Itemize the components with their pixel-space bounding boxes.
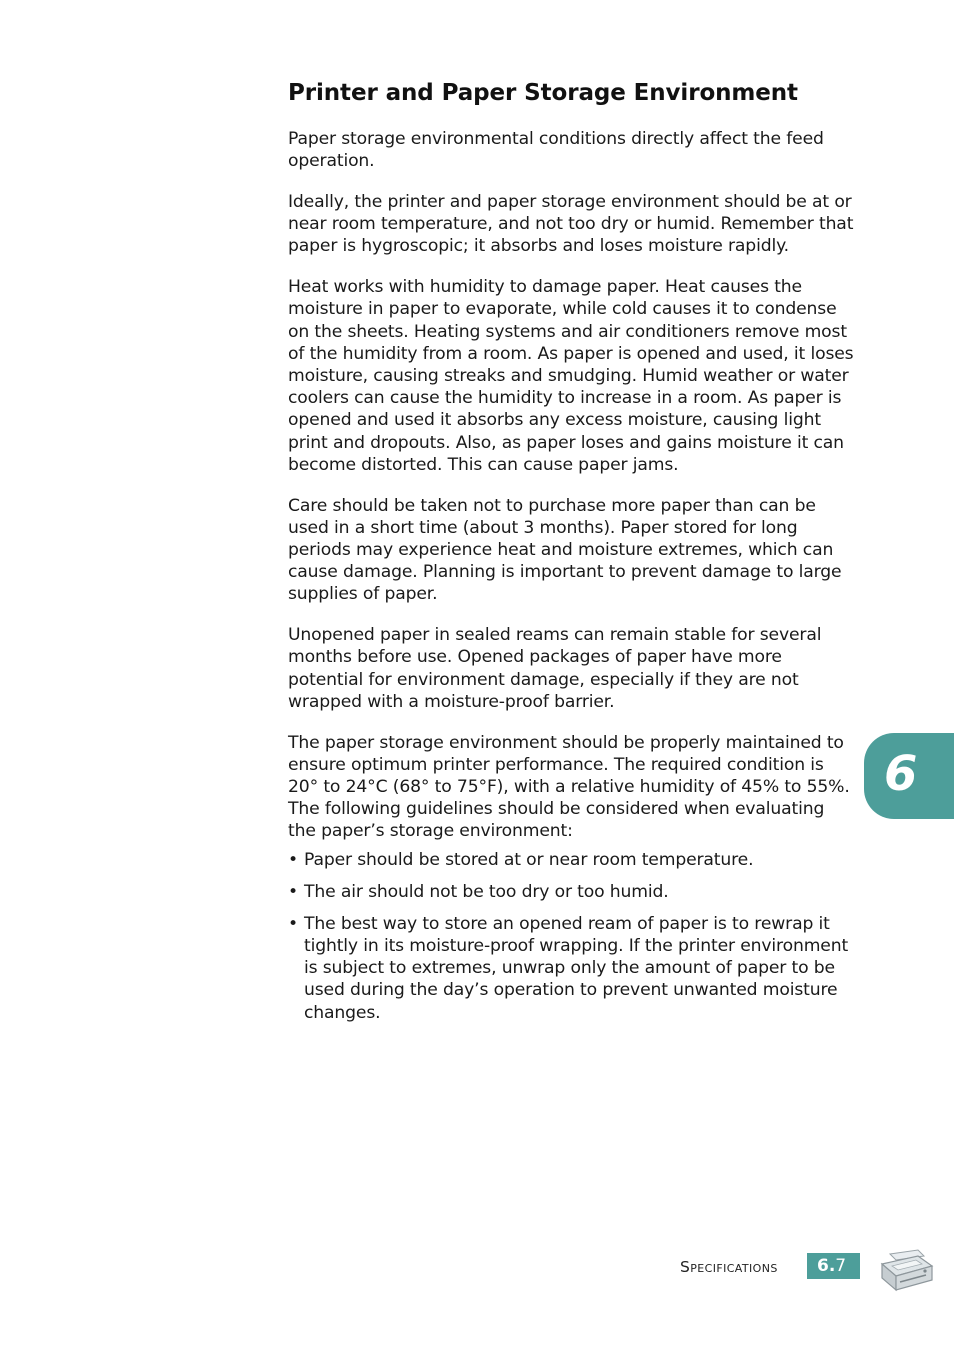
paragraph-room-temperature: Ideally, the printer and paper storage environment should be at or near room temperature, and not too dry or humid. Remember that paper is hygroscopic; it absorbs and loses moisture rapidly. xyxy=(288,192,854,257)
chapter-tab xyxy=(864,733,954,819)
list-item xyxy=(288,849,854,871)
section-heading: Printer and Paper Storage Environment xyxy=(288,80,798,106)
page-content xyxy=(288,78,854,1033)
bullet-icon: • xyxy=(288,913,298,934)
paragraph-purchase-advice: Care should be taken not to purchase more paper than can be used in a short time (about 3 months). Paper stored for long periods may experience heat and moisture extremes, which can cause damage. Planning is important to prevent damage to large supplies of paper. xyxy=(288,495,842,605)
list-item-text: The best way to store an opened ream of paper is to rewrap it tightly in its moisture-proof wrapping. If the printer environment is subject to extremes, unwrap only the amount of paper to be used during the day’s operation to prevent unwanted moisture changes. xyxy=(304,913,849,1023)
guidelines-list xyxy=(288,849,854,1024)
paragraph-heat-humidity: Heat works with humidity to damage paper. Heat causes the moisture in paper to evaporate, while cold causes it to condense on the sheets. Heating systems and air conditioners remove most of the humidity from a room. As paper is opened and used, it loses moisture, causing streaks and smudging. Humid weather or water coolers can cause the humidity to increase in a room. As paper is opened and used it absorbs any excess moisture, causing light print and dropouts. Also, as paper loses and gains moisture it can become distorted. This can cause paper jams. xyxy=(288,277,854,475)
bullet-icon: • xyxy=(288,882,298,903)
list-item xyxy=(288,881,854,903)
list-item-text: The air should not be too dry or too humid. xyxy=(304,882,669,903)
page-chapter: 6. xyxy=(817,1256,836,1276)
chapter-number: 6 xyxy=(884,746,918,802)
paragraph-unopened-paper: Unopened paper in sealed reams can remain stable for several months before use. Opened packages of paper have more potential for environment damage, especially if they are not wrapped with a moisture-proof barrier. xyxy=(288,625,822,712)
paragraph-required-condition: The paper storage environment should be properly maintained to ensure optimum printer performance. The required condition is 20° to 24°C (68° to 75°F), with a relative humidity of 45% to 55%. The following guidelines should be considered when evaluating the paper’s storage environment: xyxy=(288,732,850,842)
list-item xyxy=(288,913,854,1024)
footer-section-label: Specifications xyxy=(680,1258,778,1276)
bullet-icon: • xyxy=(288,850,298,871)
paragraph-feed-operation: Paper storage environmental conditions directly affect the feed operation. xyxy=(288,129,824,172)
page-number: 7 xyxy=(835,1256,847,1276)
page-number-badge xyxy=(807,1253,860,1279)
printer-icon xyxy=(878,1246,936,1296)
list-item-text: Paper should be stored at or near room temperature. xyxy=(304,850,754,871)
